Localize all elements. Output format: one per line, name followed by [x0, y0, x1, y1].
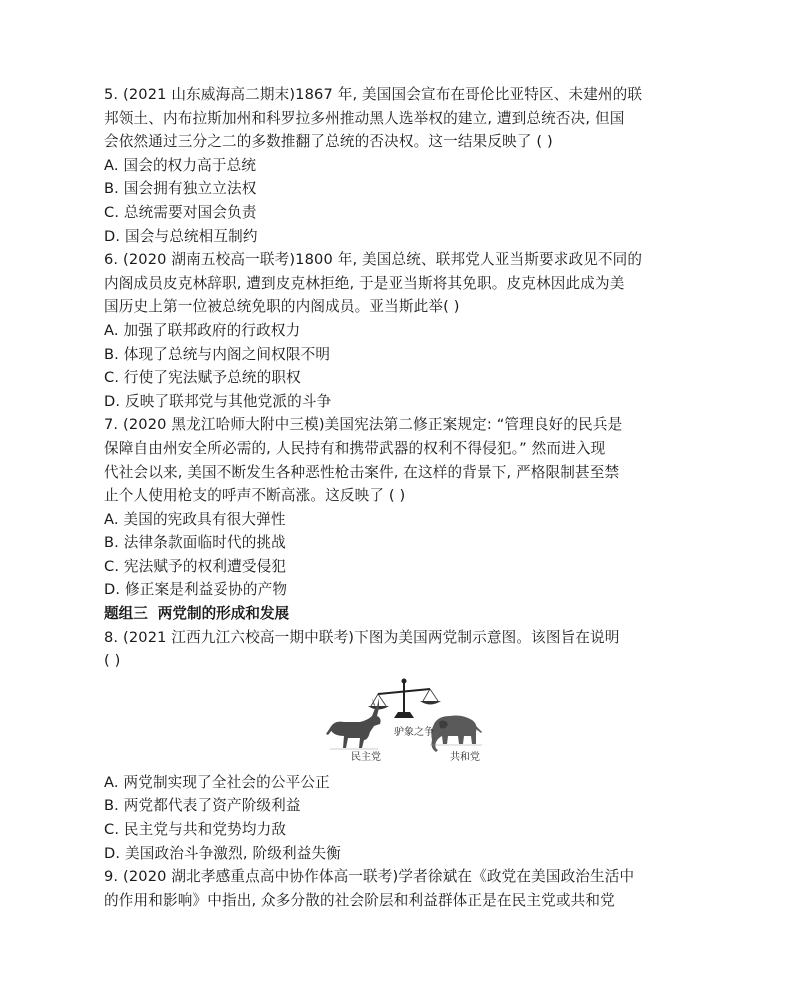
question-9: [104, 865, 690, 912]
question-7-stem-line: 7. (2020 黑龙江哈师大附中三模)美国宪法第二修正案规定: “管理良好的民兵是: [104, 416, 623, 434]
question-7-stem-line: 止个人使用枪支的呼声不断高涨。这反映了 ( ): [104, 487, 406, 505]
question-7-option-c: C. 宪法赋予的权利遭受侵犯: [104, 557, 287, 575]
question-7-stem-line: 代社会以来, 美国不断发生各种恶性枪击案件, 在这样的背景下, 严格限制甚至禁: [104, 463, 620, 481]
question-6-option-b: B. 体现了总统与内阁之间权限不明: [104, 345, 331, 363]
question-8-stem-line: 8. (2021 江西九江六校高一期中联考)下图为美国两党制示意图。该图旨在说明: [104, 628, 620, 646]
question-5-stem-line: 5. (2021 山东威海高二期末)1867 年, 美国国会宣布在哥伦比亚特区、未建州的联: [104, 86, 643, 103]
question-7-stem-line: 保障自由州安全所必需的, 人民持有和携带武器的权利不得侵犯。” 然而进入现: [104, 439, 606, 457]
question-7-option-b: B. 法律条款面临时代的挑战: [104, 534, 286, 552]
question-8: [104, 626, 690, 673]
section-heading: [104, 602, 690, 626]
question-5-option-c: C. 总统需要对国会负责: [104, 203, 257, 221]
question-7-option-a: A. 美国的宪政具有很大弹性: [104, 510, 286, 528]
elephant-figure: [431, 715, 482, 752]
question-6: [104, 248, 690, 319]
question-7: [104, 413, 690, 507]
donkey-elephant-caption: 驴象之争: [394, 726, 434, 738]
democratic-party-label: 民主党: [351, 751, 381, 763]
two-party-cartoon-figure: [104, 676, 690, 768]
question-6-stem-line: 6. (2020 湖南五校高一联考)1800 年, 美国总统、联邦党人亚当斯要求政见不同的: [104, 251, 643, 269]
section-title: 两党制的形成和发展: [157, 605, 290, 623]
question-8-stem-line: ( ): [104, 652, 121, 670]
question-5-option-b: B. 国会拥有独立立法权: [104, 180, 257, 198]
section-label: 题组三: [104, 605, 148, 623]
question-8-option-c: C. 民主党与共和党势均力敌: [104, 821, 287, 839]
donkey-figure: [326, 698, 381, 748]
question-8-option-a: A. 两党制实现了全社会的公平公正: [104, 773, 330, 791]
document-content: [104, 83, 690, 912]
question-5-stem-line: 邦领土、内布拉斯加州和科罗拉多州推动黑人选举权的建立, 遭到总统否决, 但国: [104, 109, 625, 127]
question-9-stem-line: 的作用和影响》中指出, 众多分散的社会阶层和利益群体正是在民主党或共和党: [104, 891, 615, 909]
question-8-option-d: D. 美国政治斗争激烈, 阶级利益失衡: [104, 844, 341, 862]
question-7-option-d: D. 修正案是利益妥协的产物: [104, 581, 288, 599]
question-5-stem-line: 会依然通过三分之二的多数推翻了总统的否决权。这一结果反映了 ( ): [104, 133, 553, 151]
question-5-option-a: A. 国会的权力高于总统: [104, 156, 257, 174]
republican-party-label: 共和党: [450, 751, 480, 763]
question-6-option-c: C. 行使了宪法赋予总统的职权: [104, 369, 301, 387]
question-6-stem-line: 国历史上第一位被总统免职的内阁成员。亚当斯此举( ): [104, 298, 460, 316]
question-5-option-d: D. 国会与总统相互制约: [104, 227, 258, 245]
question-9-stem-line: 9. (2020 湖北孝感重点高中协作体高一联考)学者徐斌在《政党在美国政治生活中: [104, 868, 635, 886]
question-6-option-d: D. 反映了联邦党与其他党派的斗争: [104, 392, 332, 410]
question-8-option-b: B. 两党都代表了资产阶级利益: [104, 797, 301, 815]
question-5: [104, 83, 690, 154]
question-6-stem-line: 内阁成员皮克林辞职, 遭到皮克林拒绝, 于是亚当斯将其免职。皮克林因此成为美: [104, 274, 625, 292]
question-6-option-a: A. 加强了联邦政府的行政权力: [104, 321, 301, 339]
